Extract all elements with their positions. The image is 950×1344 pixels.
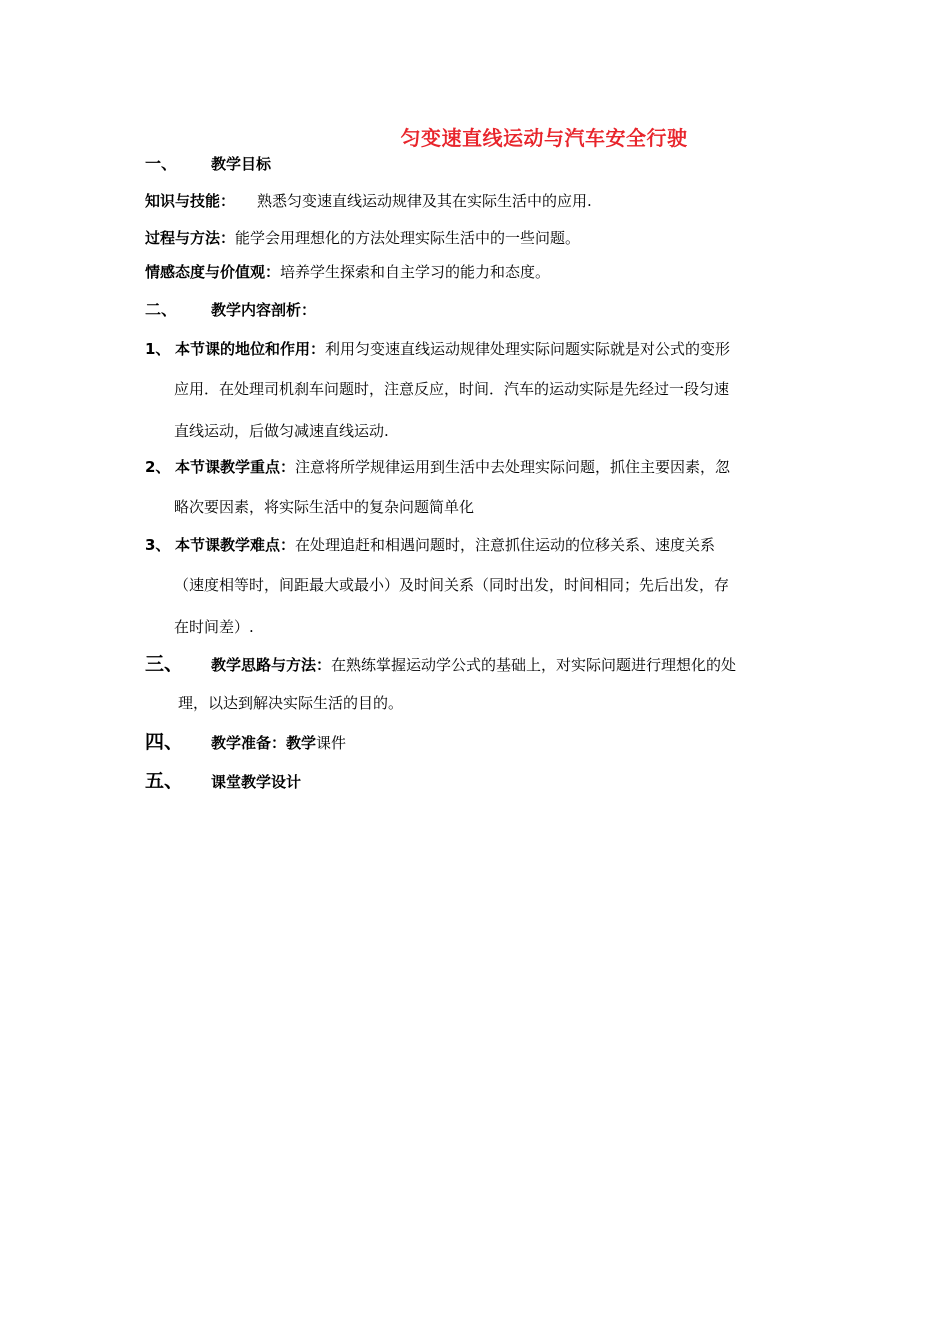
section-4-heading: [145, 732, 346, 753]
section-2-heading: [145, 300, 316, 320]
item-2: [145, 457, 730, 477]
goal-text: 培养学生探索和自主学习的能力和态度。: [280, 263, 551, 281]
item-2-line-2: 略次要因素，将实际生活中的复杂问题简单化: [174, 498, 475, 516]
goal-label: 知识与技能：: [145, 192, 236, 210]
section-number: 二、: [145, 300, 178, 319]
item-3-line-3: 在时间差）.: [174, 618, 254, 636]
section-title: 教学思路与方法：: [211, 656, 332, 674]
item-3-line-2: （速度相等时，间距最大或最小）及时间关系（同时出发，时间相同；先后出发，存: [174, 576, 730, 594]
section-3-line-2: 理，以达到解决实际生活的目的。: [178, 694, 404, 712]
item-text: 利用匀变速直线运动规律处理实际问题实际就是对公式的变形: [325, 340, 731, 358]
section-title: 教学准备：: [211, 734, 287, 752]
goal-process: [145, 228, 580, 248]
section-text: 在熟练掌握运动学公式的基础上，对实际问题进行理想化的处: [331, 656, 737, 674]
item-1: [145, 339, 730, 359]
goal-text: 能学会用理想化的方法处理实际生活中的一些问题。: [235, 229, 581, 247]
item-number: 1、: [145, 340, 171, 358]
section-5-heading: [145, 771, 301, 792]
section-1-heading: [145, 154, 271, 174]
item-label: 本节课的地位和作用：: [175, 340, 326, 358]
section-bold-text: 教学: [286, 734, 317, 752]
section-title: 教学内容剖析：: [211, 301, 317, 319]
item-1-line-3: 直线运动，后做匀减速直线运动.: [174, 422, 389, 440]
goal-label: 过程与方法：: [145, 229, 236, 247]
goal-attitude: [145, 262, 550, 282]
item-1-line-2: 应用．在处理司机刹车问题时，注意反应，时间．汽车的运动实际是先经过一段匀速: [174, 380, 730, 398]
item-3: [145, 535, 715, 555]
section-3-heading: [145, 654, 736, 675]
goal-label: 情感态度与价值观：: [145, 263, 281, 281]
section-title: 教学目标: [211, 155, 272, 173]
document-title: 匀变速直线运动与汽车安全行驶: [400, 126, 688, 150]
item-text: 在处理追赶和相遇问题时，注意抓住运动的位移关系、速度关系: [295, 536, 716, 554]
item-number: 2、: [145, 458, 171, 476]
goal-text: 熟悉匀变速直线运动规律及其在实际生活中的应用.: [257, 192, 592, 210]
section-number: 五、: [145, 770, 184, 792]
goal-knowledge: [145, 191, 592, 211]
item-label: 本节课教学难点：: [175, 536, 296, 554]
section-number: 一、: [145, 154, 178, 173]
section-text: 课件: [316, 734, 347, 752]
item-number: 3、: [145, 536, 171, 554]
section-number: 三、: [145, 653, 184, 675]
item-text: 注意将所学规律运用到生活中去处理实际问题，抓住主要因素，忽: [295, 458, 731, 476]
item-label: 本节课教学重点：: [175, 458, 296, 476]
section-title: 课堂教学设计: [211, 773, 302, 791]
section-number: 四、: [145, 731, 184, 753]
